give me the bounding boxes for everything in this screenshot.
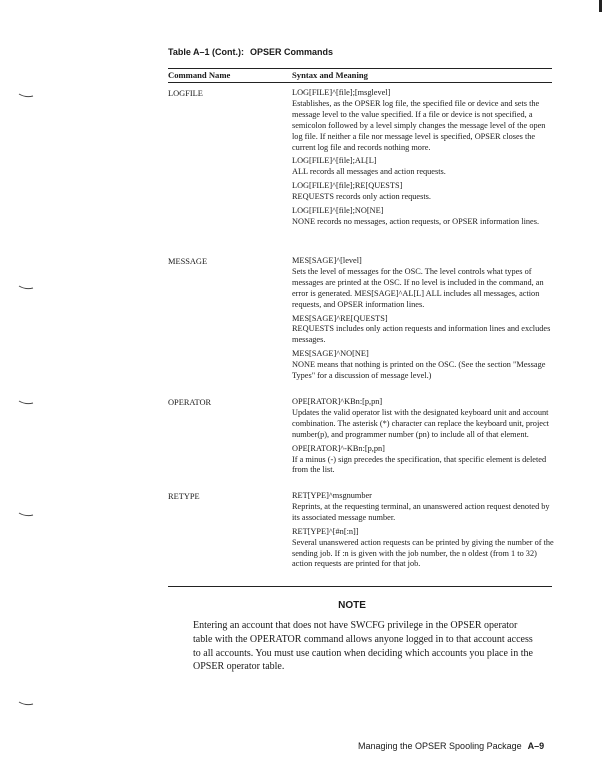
meaning-text: Several unanswered action requests can be printed by giving the number of the sending job. If :n is given with the job number, the n oldest (from 1 to 32) action requests are printed for that job. xyxy=(292,537,554,569)
syntax-line: LOG[FILE]^[file];[msglevel] xyxy=(292,88,391,97)
syntax-line: OPE[RATOR]^-KBn:[p,pn] xyxy=(292,443,385,453)
syntax-line: OPE[RATOR]^KBn:[p,pn] xyxy=(292,397,383,406)
table-caption xyxy=(168,47,333,57)
command-name: RETYPE xyxy=(168,492,200,501)
command-name: LOGFILE xyxy=(168,89,203,98)
note-heading: NOTE xyxy=(338,600,366,611)
meaning-text: If a minus (-) sign precedes the specification, that specific element is deleted from the list. xyxy=(292,454,547,475)
meaning-text: NONE means that nothing is printed on the OSC. (See the section "Message Types" for a discussion of message level.) xyxy=(292,360,546,381)
table-top-rule xyxy=(168,68,552,69)
column-header-command: Command Name xyxy=(168,70,231,80)
syntax-line: RET[YPE]^msgnumber xyxy=(292,491,372,500)
meaning-text: Establishes, as the OPSER log file, the specified file or device and sets the message level to the value specified. If a file or device is not specified, a semicolon followed by a level simply changes the message level of the open log file. If neither a file nor message level is specified, OPSER closes the current log file and records nothing more. xyxy=(292,98,546,152)
syntax-line: LOG[FILE]^[file];RE[QUESTS] xyxy=(292,181,403,191)
binding-mark xyxy=(18,93,34,99)
command-description xyxy=(292,397,554,479)
page-number: A–9 xyxy=(527,741,545,751)
meaning-text: NONE records no messages, action requests, or OPSER information lines. xyxy=(292,216,540,226)
command-name: MESSAGE xyxy=(168,257,208,266)
binding-mark xyxy=(18,701,34,707)
table-caption-label: Table A–1 (Cont.): xyxy=(168,47,244,57)
command-description xyxy=(292,491,554,573)
syntax-line: LOG[FILE]^[file];AL[L] xyxy=(292,156,377,166)
meaning-text: REQUESTS includes only action requests and information lines and excludes messages. xyxy=(292,324,551,345)
syntax-line: RET[YPE]^[#n[:n]] xyxy=(292,526,359,536)
column-header-syntax: Syntax and Meaning xyxy=(292,70,368,80)
syntax-line: MES[SAGE]^NO[NE] xyxy=(292,349,369,359)
syntax-line: MES[SAGE]^RE[QUESTS] xyxy=(292,313,388,323)
command-description xyxy=(292,88,554,231)
meaning-text: ALL records all messages and action requests. xyxy=(292,167,446,177)
syntax-line: MES[SAGE]^[level] xyxy=(292,256,362,265)
binding-mark xyxy=(18,285,34,291)
command-name: OPERATOR xyxy=(168,398,212,407)
binding-mark xyxy=(18,400,34,406)
meaning-text: REQUESTS records only action requests. xyxy=(292,192,431,202)
scan-corner-mark xyxy=(599,0,602,12)
binding-mark xyxy=(18,512,34,518)
meaning-text: Reprints, at the requesting terminal, an unanswered action request denoted by its associated message number. xyxy=(292,501,550,522)
meaning-text: Updates the valid operator list with the designated keyboard unit and account combination. The asterisk (*) character can replace the keyboard unit, project number(p), and programmer number (pn) to include all of that element. xyxy=(292,407,549,439)
meaning-text: Sets the level of messages for the OSC. The level controls what types of messages are printed at the OSC. If no level is included in the command, an error is generated. MES[SAGE]^AL[L] ALL includes all messages, action requests, and OPSER information lines. xyxy=(292,266,544,309)
command-description xyxy=(292,256,554,385)
table-bottom-rule xyxy=(168,586,552,587)
syntax-line: LOG[FILE]^[file];NO[NE] xyxy=(292,206,384,216)
table-header-rule xyxy=(168,82,552,83)
running-title: Managing the OPSER Spooling Package xyxy=(358,741,522,751)
table-caption-title: OPSER Commands xyxy=(250,47,334,57)
page-footer xyxy=(358,741,558,751)
note-body: Entering an account that does not have SWCFG privilege in the OPSER operator table with the OPERATOR command allows anyone logged in to that account access to all accounts. You must use caution when deciding which accounts you place in the OPSER operator table. xyxy=(193,620,533,673)
